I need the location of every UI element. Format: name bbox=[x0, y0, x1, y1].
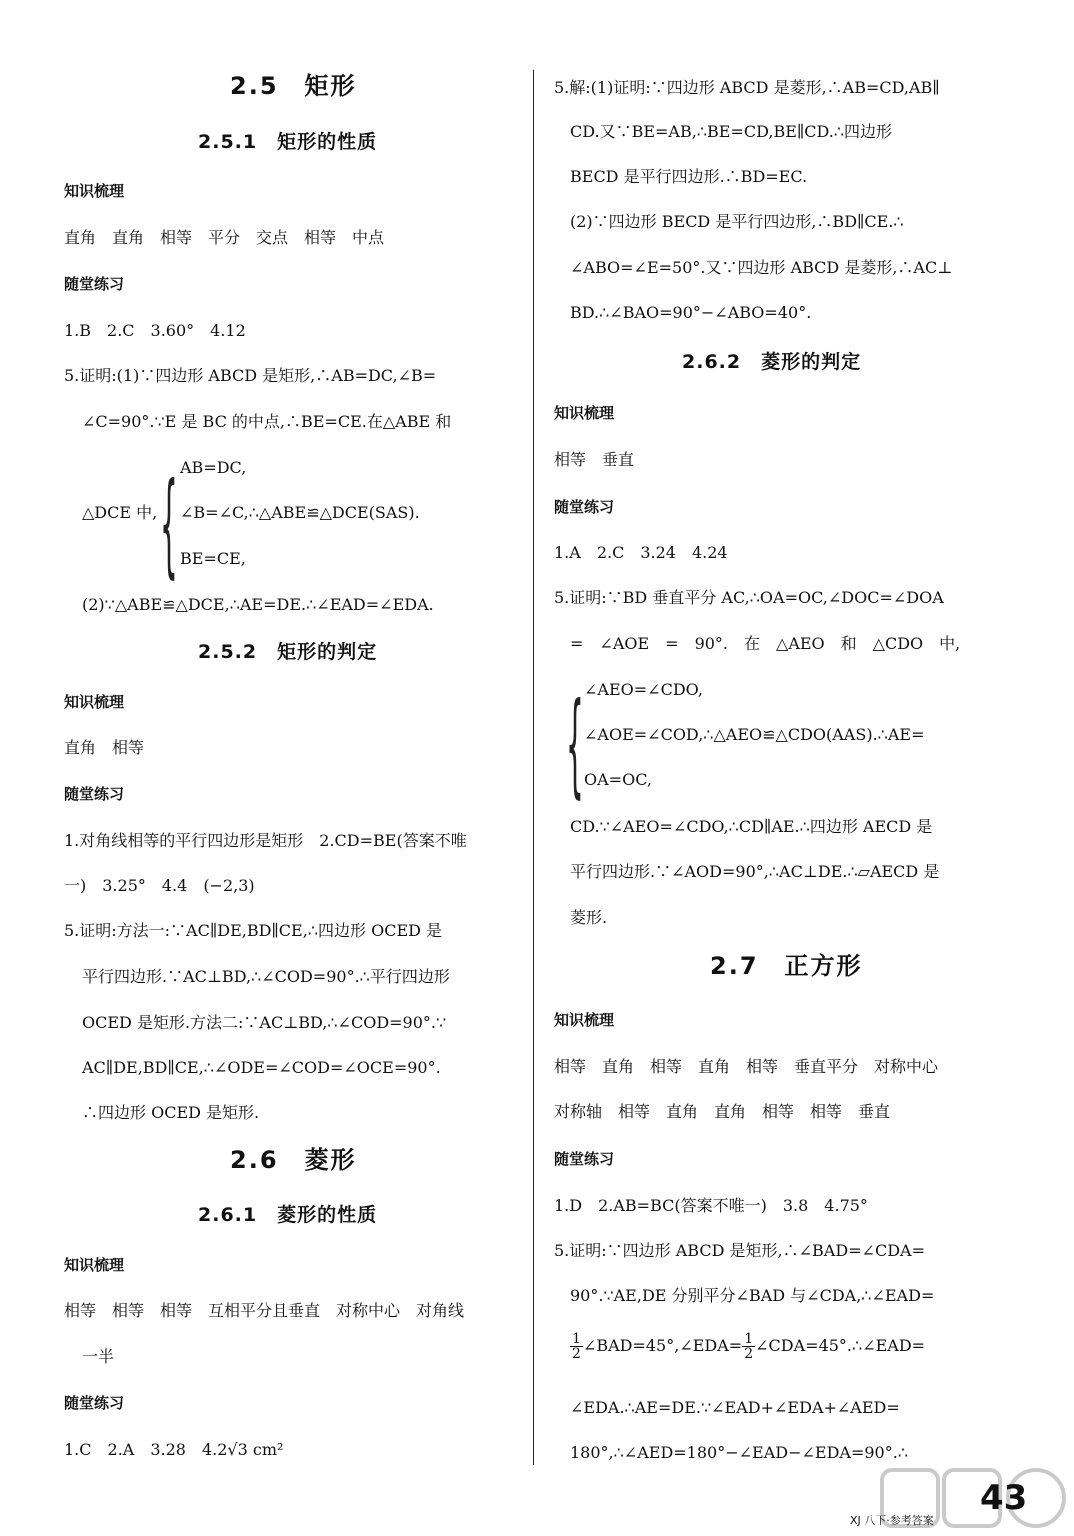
knowledge-answers: 一半 bbox=[82, 1347, 115, 1366]
proof-line-with-fractions: $\frac{1}{2}$ ∠BAD=45°,∠EDA= $\frac{1}{2}$ ∠CDA=45°.∴∠EAD= bbox=[572, 1331, 926, 1362]
brace-line: OA=OC, bbox=[584, 770, 652, 789]
heading-knowledge-review: 知识梳理 bbox=[64, 1256, 125, 1274]
practice-answers: 1.A 2.C 3.24 4.24 bbox=[554, 543, 728, 562]
proof-line: AC∥DE,BD∥CE,∴∠ODE=∠COD=∠OCE=90°. bbox=[82, 1058, 441, 1077]
fraction: $\frac{1}{2}$ bbox=[572, 1331, 581, 1362]
brace-line: AB=DC, bbox=[180, 458, 247, 477]
knowledge-answers: 相等 相等 相等 互相平分且垂直 对称中心 对角线 bbox=[64, 1301, 465, 1320]
heading-practice: 随堂练习 bbox=[554, 498, 615, 516]
proof-line: 5.证明:(1)∵四边形 ABCD 是矩形,∴AB=DC,∠B= bbox=[64, 366, 437, 385]
proof-line: 180°,∴∠AED=180°−∠EAD−∠EDA=90°.∴ bbox=[570, 1443, 908, 1462]
practice-answers: 1.对角线相等的平行四边形是矩形 2.CD=BE(答案不唯 bbox=[64, 831, 467, 850]
column-divider bbox=[533, 70, 534, 1465]
subsection-title-2-5-2: 2.5.2 矩形的判定 bbox=[198, 641, 378, 663]
proof-line: (2)∵△ABE≌△DCE,∴AE=DE.∴∠EAD=∠EDA. bbox=[82, 595, 434, 614]
proof-line: OCED 是矩形.方法二:∵AC⊥BD,∴∠COD=90°.∵ bbox=[82, 1013, 447, 1032]
proof-line: CD.∵∠AEO=∠CDO,∴CD∥AE.∴四边形 AECD 是 bbox=[570, 817, 933, 836]
proof-line: 平行四边形.∵AC⊥BD,∴∠COD=90°.∴平行四边形 bbox=[82, 967, 450, 986]
heading-knowledge-review: 知识梳理 bbox=[64, 693, 125, 711]
proof-line: 90°.∵AE,DE 分别平分∠BAD 与∠CDA,∴∠EAD= bbox=[570, 1286, 935, 1305]
subsection-title-2-6-1: 2.6.1 菱形的性质 bbox=[198, 1204, 378, 1226]
proof-line: 5.证明:方法一:∵AC∥DE,BD∥CE,∴四边形 OCED 是 bbox=[64, 921, 443, 940]
heading-practice: 随堂练习 bbox=[64, 785, 125, 803]
page-number: 43 bbox=[980, 1478, 1028, 1518]
section-title-2-5: 2.5 矩形 bbox=[230, 72, 357, 100]
knowledge-answers: 相等 直角 相等 直角 相等 垂直平分 对称中心 bbox=[554, 1057, 939, 1076]
proof-line: (2)∵四边形 BECD 是平行四边形,∴BD∥CE.∴ bbox=[570, 212, 904, 231]
heading-knowledge-review: 知识梳理 bbox=[64, 182, 125, 200]
subsection-title-2-5-1: 2.5.1 矩形的性质 bbox=[198, 131, 378, 153]
section-title-2-7: 2.7 正方形 bbox=[710, 952, 863, 980]
practice-answers: 1.C 2.A 3.28 4.2√3 cm² bbox=[64, 1440, 284, 1459]
proof-line: BECD 是平行四边形.∴BD=EC. bbox=[570, 167, 808, 186]
heading-knowledge-review: 知识梳理 bbox=[554, 1011, 615, 1029]
proof-line: ∴四边形 OCED 是矩形. bbox=[82, 1103, 260, 1122]
proof-line: CD.又∵BE=AB,∴BE=CD,BE∥CD.∴四边形 bbox=[570, 122, 893, 141]
section-title-2-6: 2.6 菱形 bbox=[230, 1146, 357, 1174]
brace-line: ∠AOE=∠COD,∴△AEO≌△CDO(AAS).∴AE= bbox=[584, 725, 925, 744]
proof-line: = ∠AOE = 90°. 在 △AEO 和 △CDO 中, bbox=[570, 634, 961, 653]
heading-practice: 随堂练习 bbox=[554, 1150, 615, 1168]
subsection-title-2-6-2: 2.6.2 菱形的判定 bbox=[682, 351, 862, 373]
heading-practice: 随堂练习 bbox=[64, 1394, 125, 1412]
proof-line: BD.∴∠BAO=90°−∠ABO=40°. bbox=[570, 303, 812, 322]
heading-practice: 随堂练习 bbox=[64, 275, 125, 293]
brace-line: BE=CE, bbox=[180, 549, 246, 568]
proof-line: 平行四边形.∵∠AOD=90°,∴AC⊥DE.∴▱AECD 是 bbox=[570, 862, 940, 881]
practice-answers: 1.D 2.AB=BC(答案不唯一) 3.8 4.75° bbox=[554, 1196, 868, 1215]
curly-brace-icon: { bbox=[566, 678, 584, 810]
proof-line: 5.解:(1)证明:∵四边形 ABCD 是菱形,∴AB=CD,AB∥ bbox=[554, 78, 940, 97]
proof-line: 菱形. bbox=[570, 908, 608, 927]
knowledge-answers: 直角 相等 bbox=[64, 738, 145, 757]
fraction: $\frac{1}{2}$ bbox=[744, 1331, 754, 1362]
brace-line: ∠AEO=∠CDO, bbox=[584, 680, 703, 699]
curly-brace-icon: { bbox=[160, 458, 178, 590]
proof-line: ∠EDA.∴AE=DE.∵∠EAD+∠EDA+∠AED= bbox=[570, 1398, 900, 1417]
proof-line: ∠ABO=∠E=50°.又∵四边形 ABCD 是菱形,∴AC⊥ bbox=[570, 258, 953, 277]
brace-line: ∠B=∠C,∴△ABE≌△DCE(SAS). bbox=[180, 503, 420, 522]
practice-answers: 1.B 2.C 3.60° 4.12 bbox=[64, 321, 246, 340]
footer-label: XJ 八下·参考答案 bbox=[850, 1514, 934, 1527]
heading-knowledge-review: 知识梳理 bbox=[554, 404, 615, 422]
knowledge-answers: 对称轴 相等 直角 直角 相等 相等 垂直 bbox=[554, 1102, 891, 1121]
proof-line: ∠C=90°.∵E 是 BC 的中点,∴BE=CE.在△ABE 和 bbox=[82, 412, 452, 431]
knowledge-answers: 直角 直角 相等 平分 交点 相等 中点 bbox=[64, 228, 385, 247]
knowledge-answers: 相等 垂直 bbox=[554, 450, 635, 469]
proof-line: 5.证明:∵四边形 ABCD 是矩形,∴∠BAD=∠CDA= bbox=[554, 1241, 925, 1260]
practice-answers: 一) 3.25° 4.4 (−2,3) bbox=[64, 876, 255, 895]
brace-prefix: △DCE 中, bbox=[82, 503, 158, 522]
proof-line: 5.证明:∵BD 垂直平分 AC,∴OA=OC,∠DOC=∠DOA bbox=[554, 588, 944, 607]
